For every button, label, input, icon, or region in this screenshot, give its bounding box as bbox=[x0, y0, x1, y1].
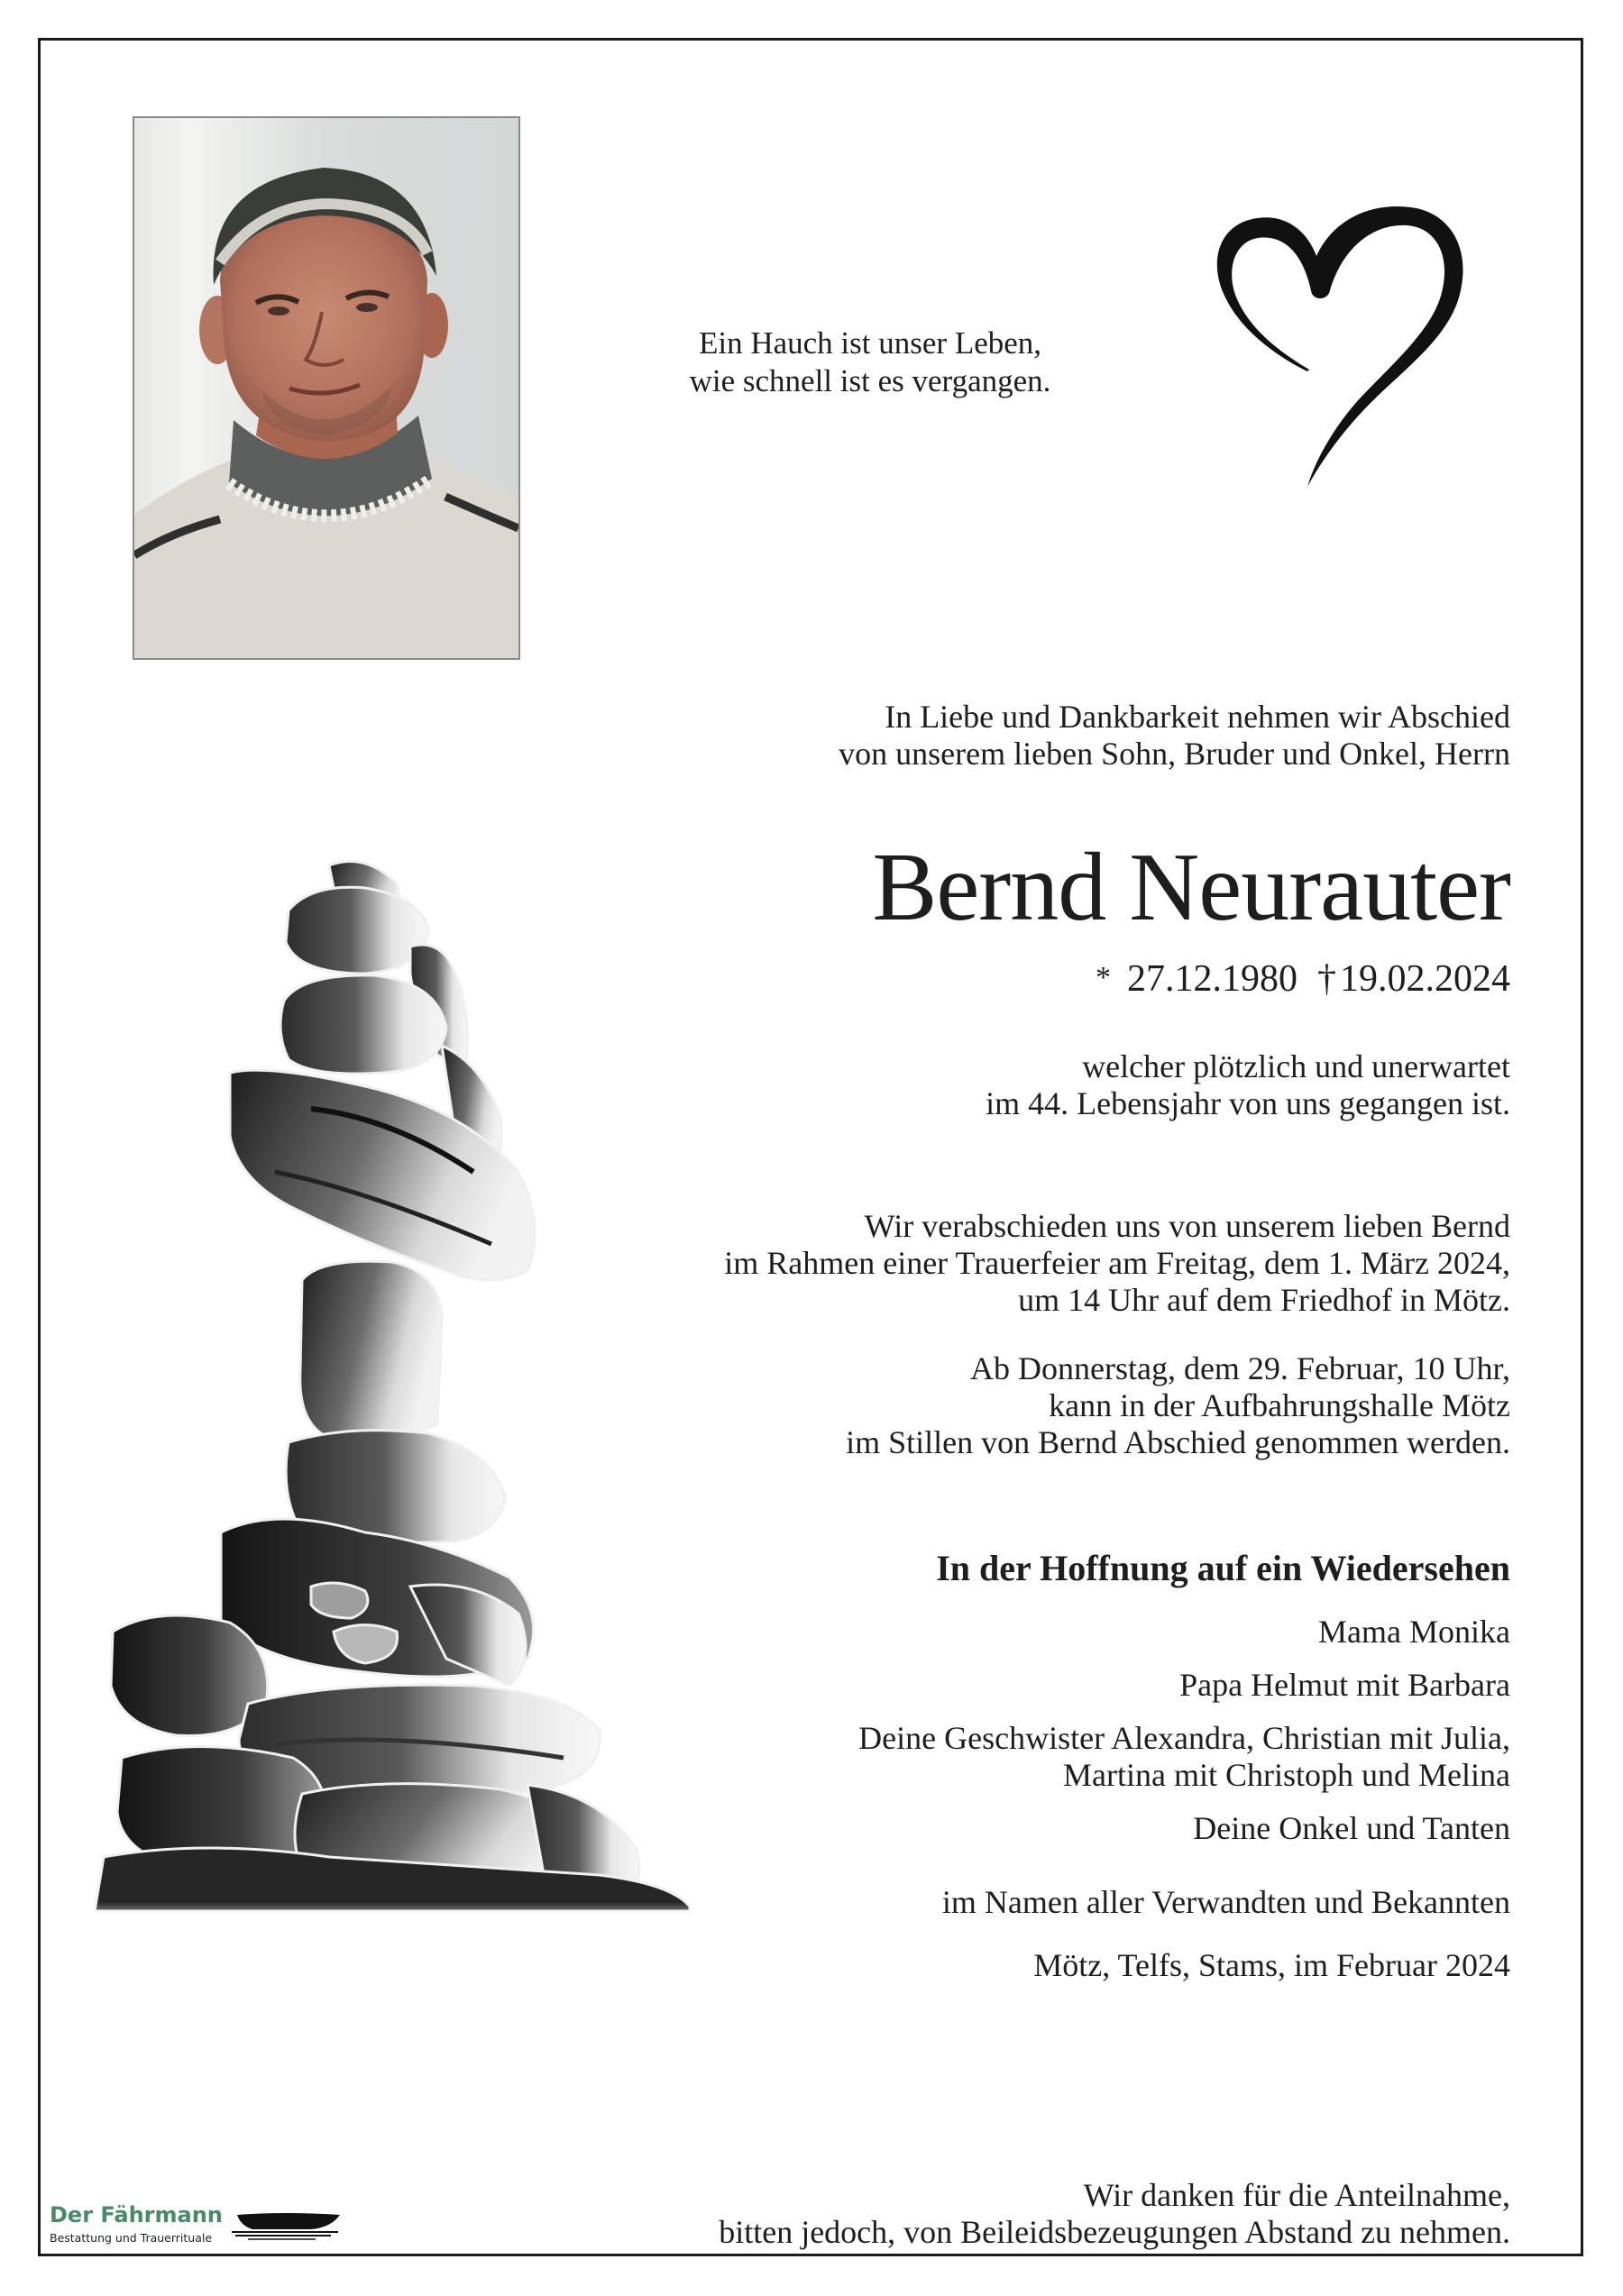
funeral-home-tagline: Bestattung und Trauerrituale bbox=[50, 2231, 213, 2245]
viewing-line: Ab Donnerstag, dem 29. Februar, 10 Uhr, bbox=[970, 1350, 1510, 1386]
birth-date: 27.12.1980 bbox=[1127, 958, 1297, 1000]
thanks-line: bitten jedoch, von Beileidsbezeugungen Abstand zu nehmen. bbox=[719, 2214, 1510, 2250]
viewing-details bbox=[846, 1350, 1510, 1461]
death-cross-icon: † bbox=[1317, 958, 1336, 1000]
mourner-entry bbox=[858, 1667, 1510, 1704]
service-line: um 14 Uhr auf dem Friedhof in Mötz. bbox=[1018, 1282, 1510, 1318]
thanks-line: Wir danken für die Anteilnahme, bbox=[1083, 2177, 1510, 2213]
passing-line: welcher plötzlich und unerwartet bbox=[1082, 1048, 1510, 1084]
mourner-line: Mama Monika bbox=[1318, 1614, 1510, 1650]
mourner-line: Martina mit Christoph und Melina bbox=[1063, 1757, 1510, 1793]
mourners-heading: In der Hoffnung auf ein Wiedersehen bbox=[936, 1548, 1510, 1588]
service-line: Wir verabschieden uns von unserem lieben Bernd bbox=[864, 1208, 1510, 1244]
thanks-note bbox=[719, 2177, 1510, 2251]
funeral-home-name: Der Fährmann bbox=[50, 2202, 223, 2227]
portrait-illustration bbox=[134, 118, 518, 658]
motto-line: Ein Hauch ist unser Leben, bbox=[698, 325, 1042, 361]
passing-text bbox=[986, 1048, 1510, 1122]
deceased-name: Bernd Neurauter bbox=[872, 834, 1510, 941]
intro-line: In Liebe und Dankbarkeit nehmen wir Abschied bbox=[885, 699, 1510, 735]
service-details bbox=[724, 1208, 1510, 1319]
place-and-date: Mötz, Telfs, Stams, im Februar 2024 bbox=[1033, 1947, 1510, 1983]
mourner-entry bbox=[858, 1720, 1510, 1794]
boat-icon bbox=[230, 2208, 347, 2244]
intro-text bbox=[839, 699, 1510, 773]
mourner-line: Deine Geschwister Alexandra, Christian mit Julia, bbox=[858, 1720, 1510, 1756]
mourner-line: Papa Helmut mit Barbara bbox=[1179, 1667, 1510, 1703]
passing-line: im 44. Lebensjahr von uns gegangen ist. bbox=[986, 1085, 1510, 1121]
heart-icon bbox=[1199, 200, 1488, 498]
death-date: 19.02.2024 bbox=[1340, 958, 1510, 1000]
viewing-line: im Stillen von Bernd Abschied genommen werden. bbox=[846, 1424, 1510, 1460]
mourner-line: Deine Onkel und Tanten bbox=[1193, 1810, 1510, 1846]
birth-star-icon: * bbox=[1096, 961, 1111, 994]
stone-cairn-image bbox=[95, 847, 726, 2109]
mourner-entry bbox=[858, 1614, 1510, 1651]
viewing-line: kann in der Aufbahrungshalle Mötz bbox=[1049, 1387, 1510, 1423]
mourners-closing: im Namen aller Verwandten und Bekannten bbox=[941, 1884, 1510, 1920]
mourner-entry bbox=[858, 1810, 1510, 1847]
motto-line: wie schnell ist es vergangen. bbox=[689, 363, 1051, 398]
life-dates bbox=[1096, 956, 1510, 1002]
motto-verse bbox=[631, 325, 1109, 400]
service-line: im Rahmen einer Trauerfeier am Freitag, dem 1. März 2024, bbox=[724, 1245, 1510, 1281]
intro-line: von unserem lieben Sohn, Bruder und Onkel, Herrn bbox=[839, 736, 1510, 772]
funeral-home-logo bbox=[50, 2202, 356, 2256]
mourners-list bbox=[858, 1614, 1510, 1863]
portrait-photo bbox=[133, 116, 520, 660]
